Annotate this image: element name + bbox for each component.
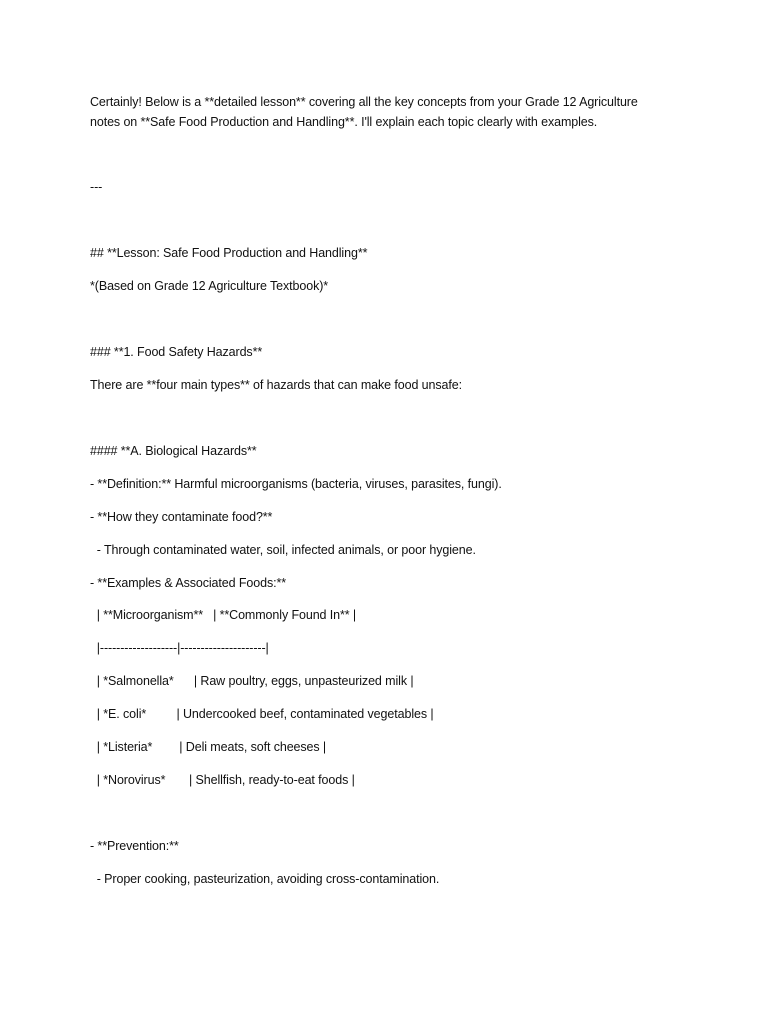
source-note: *(Based on Grade 12 Agriculture Textbook)* <box>90 279 329 293</box>
section-1-intro: There are **four main types** of hazards that can make food unsafe: <box>90 378 462 392</box>
section-1-heading: ### **1. Food Safety Hazards** <box>90 345 263 359</box>
subsection-a-heading: #### **A. Biological Hazards** <box>90 444 257 458</box>
separator: --- <box>90 180 103 194</box>
table-header-row: | **Microorganism** | **Commonly Found In** | <box>90 608 357 622</box>
contamination-question: - **How they contaminate food?** <box>90 510 273 524</box>
intro-line-1: Certainly! Below is a **detailed lesson** covering all the key concepts from your Grade 12 Agriculture <box>90 95 638 109</box>
intro-line-2: notes on **Safe Food Production and Handling**. I'll explain each topic clearly with examples. <box>90 115 598 129</box>
table-row: | *Salmonella* | Raw poultry, eggs, unpasteurized milk | <box>90 674 414 688</box>
table-row: | *Listeria* | Deli meats, soft cheeses | <box>90 740 327 754</box>
prevention-detail: - Proper cooking, pasteurization, avoiding cross-contamination. <box>90 872 440 886</box>
lesson-heading: ## **Lesson: Safe Food Production and Handling** <box>90 246 368 260</box>
table-row: | *E. coli* | Undercooked beef, contaminated vegetables | <box>90 707 434 721</box>
examples-heading: - **Examples & Associated Foods:** <box>90 576 287 590</box>
contamination-answer: - Through contaminated water, soil, infected animals, or poor hygiene. <box>90 543 476 557</box>
definition-line: - **Definition:** Harmful microorganisms (bacteria, viruses, parasites, fungi). <box>90 477 502 491</box>
prevention-heading: - **Prevention:** <box>90 839 179 853</box>
table-divider-row: |-------------------|---------------------| <box>90 641 269 655</box>
table-row: | *Norovirus* | Shellfish, ready-to-eat foods | <box>90 773 355 787</box>
